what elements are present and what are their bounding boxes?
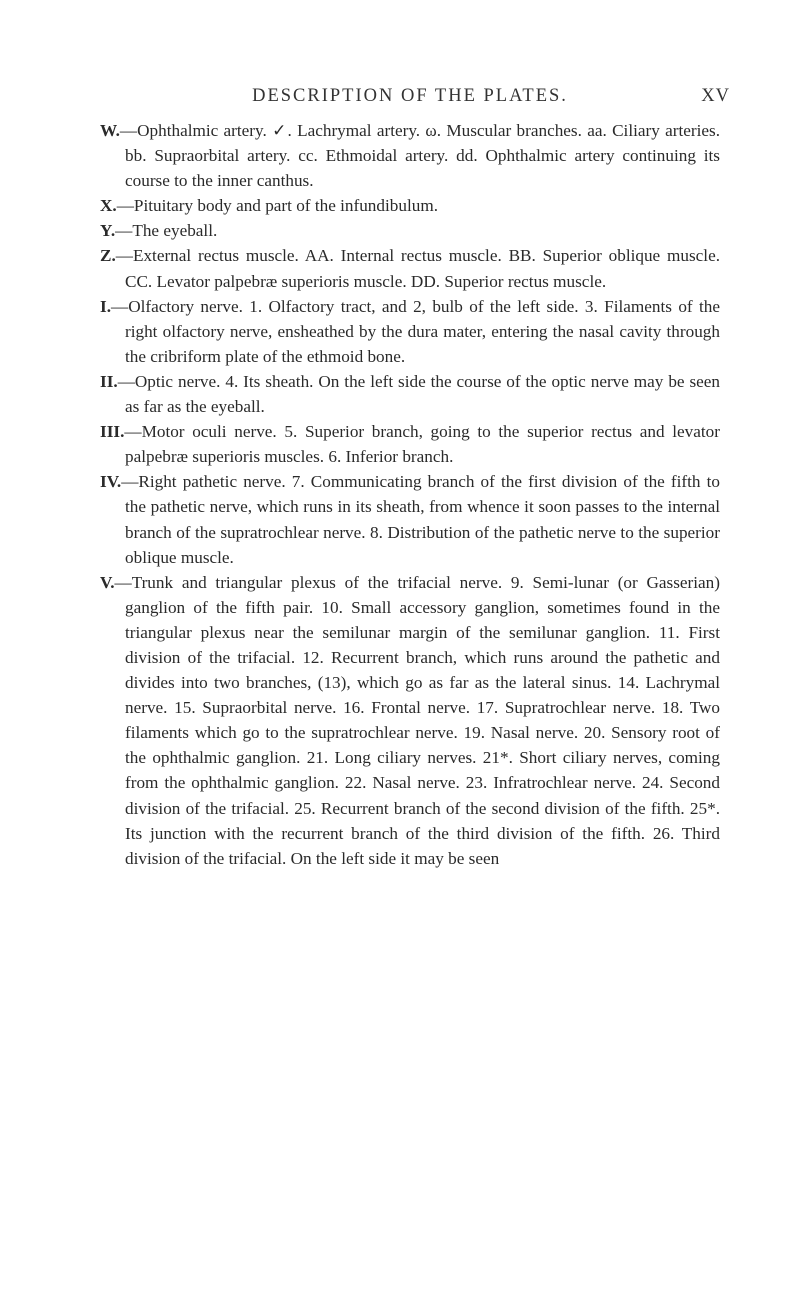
entry-key: I. [100, 296, 111, 316]
entry-y [100, 218, 720, 243]
entry-i [100, 294, 720, 369]
entry-key: II. [100, 371, 118, 391]
entry-text: —External rectus muscle. AA. Internal rectus muscle. BB. Superior oblique muscle. CC. Levator palpebræ superioris muscle. DD. Superior rectus muscle. [115, 246, 720, 291]
entry-text: —Pituitary body and part of the infundibulum. [116, 196, 438, 216]
entry-key: Y. [100, 221, 116, 241]
entry-iv [100, 469, 720, 569]
entry-key: W. [100, 121, 120, 140]
entry-text: —Ophthalmic artery. ✓. Lachrymal artery. ω. Muscular branches. aa. Ciliary arteries. bb. Supraorbital artery. cc. Ethmoidal artery. dd. Ophthalmic artery continuing its course to the inner canthus. [119, 121, 720, 191]
page-header [100, 86, 730, 112]
page-number: XV [701, 86, 730, 106]
entry-w [100, 118, 720, 193]
entry-key: Z. [100, 246, 116, 266]
entry-text: —Optic nerve. 4. Its sheath. On the left side the course of the optic nerve may be seen as far as the eyeball. [117, 371, 720, 417]
plate-description-list [100, 118, 720, 871]
running-title: DESCRIPTION OF THE PLATES. [252, 86, 568, 106]
entry-v [100, 570, 720, 871]
entry-key: V. [100, 572, 115, 592]
entry-text: —Motor oculi nerve. 5. Superior branch, going to the superior rectus and levator palpebræ superioris muscles. 6. Inferior branch. [124, 422, 720, 467]
entry-ii [100, 369, 720, 419]
entry-x [100, 193, 720, 218]
entry-text: —The eyeball. [115, 221, 218, 241]
entry-key: III. [100, 422, 125, 442]
entry-iii [100, 419, 720, 469]
entry-text: —Trunk and triangular plexus of the trifacial nerve. 9. Semi-lunar (or Gasserian) ganglion of the fifth pair. 10. Small accessory ganglion, sometimes found in the triangular plexus near the semilunar margin of the semilunar ganglion. 11. First division of the trifacial. 12. Recurrent branch, which runs around the pathetic and divides into two branches, (13), which go as far as the lateral sinus. 14. Lachrymal nerve. 15. Supraorbital nerve. 16. Frontal nerve. 17. Supratrochlear nerve. 18. Two filaments which go to the supratrochlear nerve. 19. Nasal nerve. 20. Sensory root of the ophthalmic ganglion. 21. Long ciliary nerves. 21*. Short ciliary nerves, coming from the ophthalmic ganglion. 22. Nasal nerve. 23. Infratrochlear nerve. 24. Second division of the trifacial. 25. Recurrent branch of the second division of the fifth. 25*. Its junction with the recurrent branch of the third division of the fifth. 26. Third division of the trifacial. On the left side it may be seen [114, 572, 720, 868]
entry-z [100, 243, 720, 293]
entry-text: —Olfactory nerve. 1. Olfactory tract, and 2, bulb of the left side. 3. Filaments of the right olfactory nerve, ensheathed by the dura mater, entering the nasal cavity through the cribriform plate of the ethmoid bone. [111, 296, 720, 366]
entry-text: —Right pathetic nerve. 7. Communicating branch of the first division of the fifth to the pathetic nerve, which runs in its sheath, from whence it soon passes to the internal branch of the supratrochlear nerve. 8. Distribution of the pathetic nerve to the superior oblique muscle. [121, 472, 720, 567]
entry-key: IV. [100, 472, 122, 492]
entry-key: X. [100, 196, 117, 216]
